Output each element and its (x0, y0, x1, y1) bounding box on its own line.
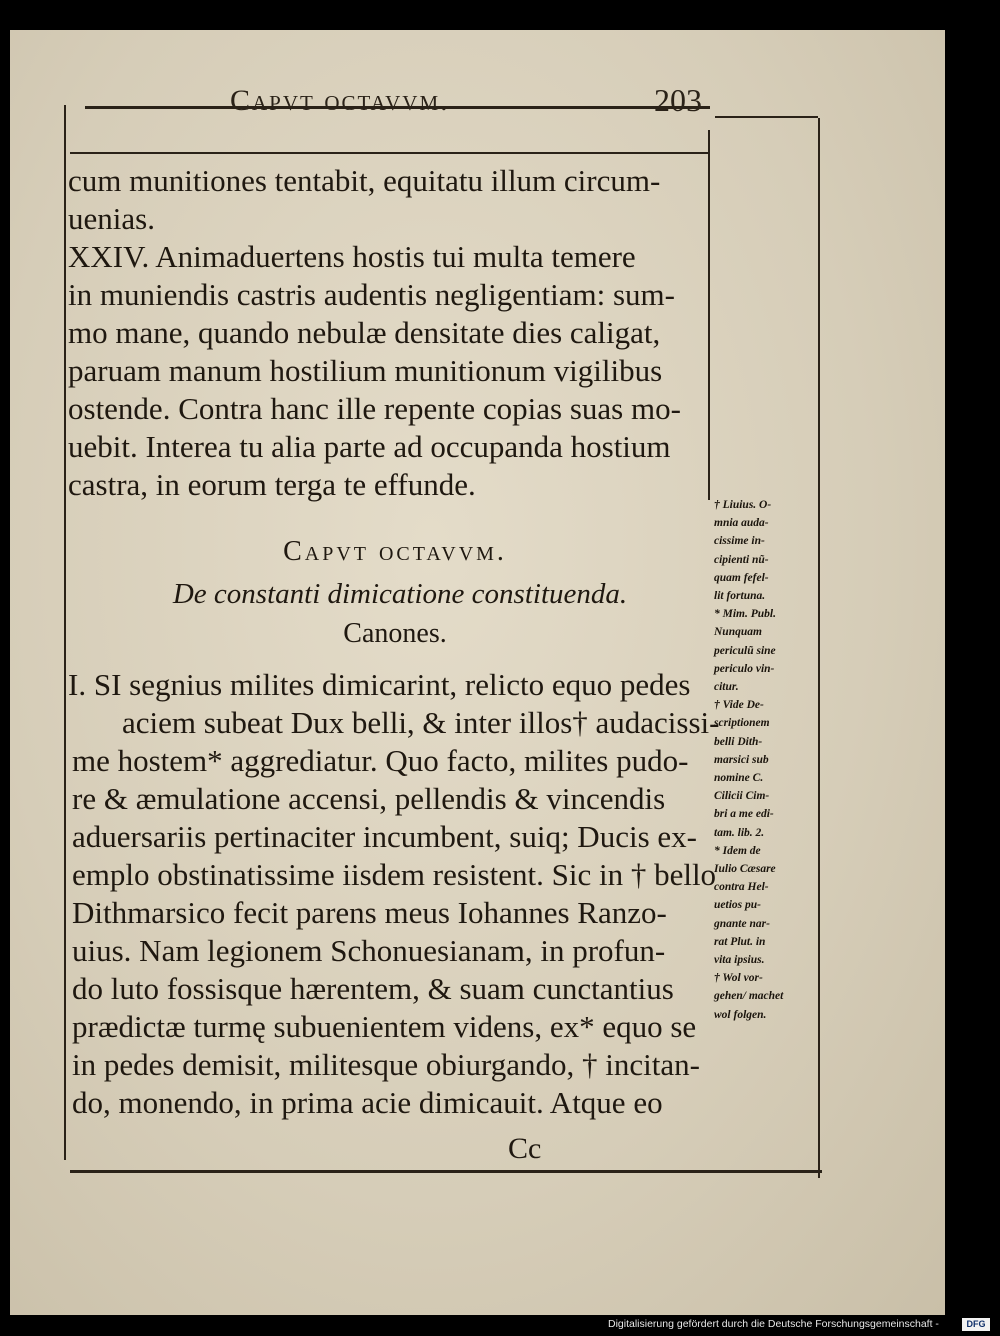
text-line: uebit. Interea tu alia parte ad occupanda hostium (68, 429, 671, 464)
margin-note-line: * Idem de (714, 844, 761, 857)
margin-note-line: † Wol vor- (714, 972, 763, 985)
margin-note-line: † Liuius. O- (714, 499, 772, 511)
digitization-credit: Digitalisierung gefördert durch die Deutsche Forschungsgemeinschaft - (608, 1318, 939, 1330)
text-line: uius. Nam legionem Schonuesianam, in profun- (72, 933, 666, 968)
text-line: do luto fossisque hærentem, & suam cunctantius (72, 971, 674, 1006)
chapter-subheading: De constanti dimicatione constituenda. (172, 578, 628, 610)
margin-note-line: quam fefel- (714, 571, 769, 584)
text-line: emplo obstinatissime iisdem resistent. Sic in † bello (72, 857, 717, 892)
text-line: aciem subeat Dux belli, & inter illos† audacissi- (122, 705, 720, 740)
margin-note-line: tam. lib. 2. (714, 826, 765, 839)
text-line: prædictæ turmę subuenientem videns, ex* equo se (72, 1009, 697, 1044)
text-line: in pedes demisit, militesque obiurgando, † incitan- (72, 1047, 700, 1082)
text-line: XXIV. Animaduertens hostis tui multa temere (68, 239, 636, 274)
text-line: in muniendis castris audentis negligentiam: sum- (68, 277, 675, 312)
text-line: ostende. Contra hanc ille repente copias suas mo- (68, 391, 681, 426)
margin-note-line: † Vide De- (714, 699, 764, 712)
margin-note-line: Iulio Cæsare (714, 863, 776, 876)
text-line: Dithmarsico fecit parens meus Iohannes Ranzo- (72, 895, 667, 930)
margin-note-line: Cilicii Cim- (714, 790, 770, 803)
margin-note-line: lit fortuna. (714, 590, 766, 603)
margin-note-line: Nunquam (714, 626, 762, 639)
margin-note-line: belli Dith- (714, 735, 763, 748)
margin-note-line: wol folgen. (714, 1008, 767, 1021)
margin-note-line: periculo vin- (714, 662, 775, 675)
margin-note-line: mnia auda- (714, 517, 769, 530)
margin-note-line: scriptionem (714, 717, 770, 730)
section-label: Canones. (343, 618, 447, 649)
margin-note-line: uetios pu- (714, 899, 761, 912)
text-line: me hostem* aggrediatur. Quo facto, milites pudo- (72, 743, 689, 778)
running-title: Capvt octavvm. (230, 84, 450, 117)
margin-note-line: cissime in- (714, 535, 765, 548)
chapter-heading: Capvt octavvm. (283, 536, 507, 567)
header-underline (70, 152, 710, 154)
margin-note-line: * Mim. Publ. (714, 608, 776, 621)
text-line: mo mane, quando nebulæ densitate dies caligat, (68, 315, 661, 350)
margin-note-line: gnante nar- (714, 917, 770, 930)
page-number: 203 (654, 82, 702, 118)
marginal-notes (714, 496, 824, 1024)
text-line: aduersariis pertinaciter incumbent, suiq; Ducis ex- (72, 819, 697, 854)
margin-note-line: contra Hel- (714, 881, 769, 894)
text-column-right-rule (708, 130, 710, 500)
margin-note-line: bri a me edi- (714, 808, 774, 821)
margin-note-line: cipienti nũ- (714, 553, 769, 566)
margin-note-line: gehen/ machet (714, 990, 784, 1003)
running-header (220, 80, 702, 120)
dfg-logo: DFG (962, 1318, 990, 1331)
text-line: castra, in eorum terga te effunde. (68, 467, 476, 502)
margin-note-line: periculũ sine (714, 644, 776, 657)
margin-note-line: rat Plut. in (714, 935, 766, 948)
bottom-rule (70, 1170, 822, 1173)
margin-note-line: citur. (714, 681, 739, 694)
catchword: Cc (508, 1132, 542, 1165)
canon-text-block (68, 666, 719, 1122)
margin-note-line: nomine C. (714, 772, 764, 785)
text-line: re & æmulatione accensi, pellendis & vincendis (72, 781, 666, 816)
left-frame-rule (64, 105, 66, 1160)
text-line: do, monendo, in prima acie dimicauit. Atque eo (72, 1085, 663, 1120)
margin-note-line: vita ipsius. (714, 954, 765, 967)
margin-note-line: marsici sub (714, 753, 769, 766)
text-line: paruam manum hostilium munitionum vigilibus (68, 353, 663, 388)
text-line: uenias. (68, 201, 155, 236)
top-text-block (68, 162, 681, 504)
top-rule-right (715, 116, 818, 118)
text-line: cum munitiones tentabit, equitatu illum circum- (68, 163, 661, 198)
text-line: I. SI segnius milites dimicarint, relicto equo pedes (68, 667, 691, 702)
